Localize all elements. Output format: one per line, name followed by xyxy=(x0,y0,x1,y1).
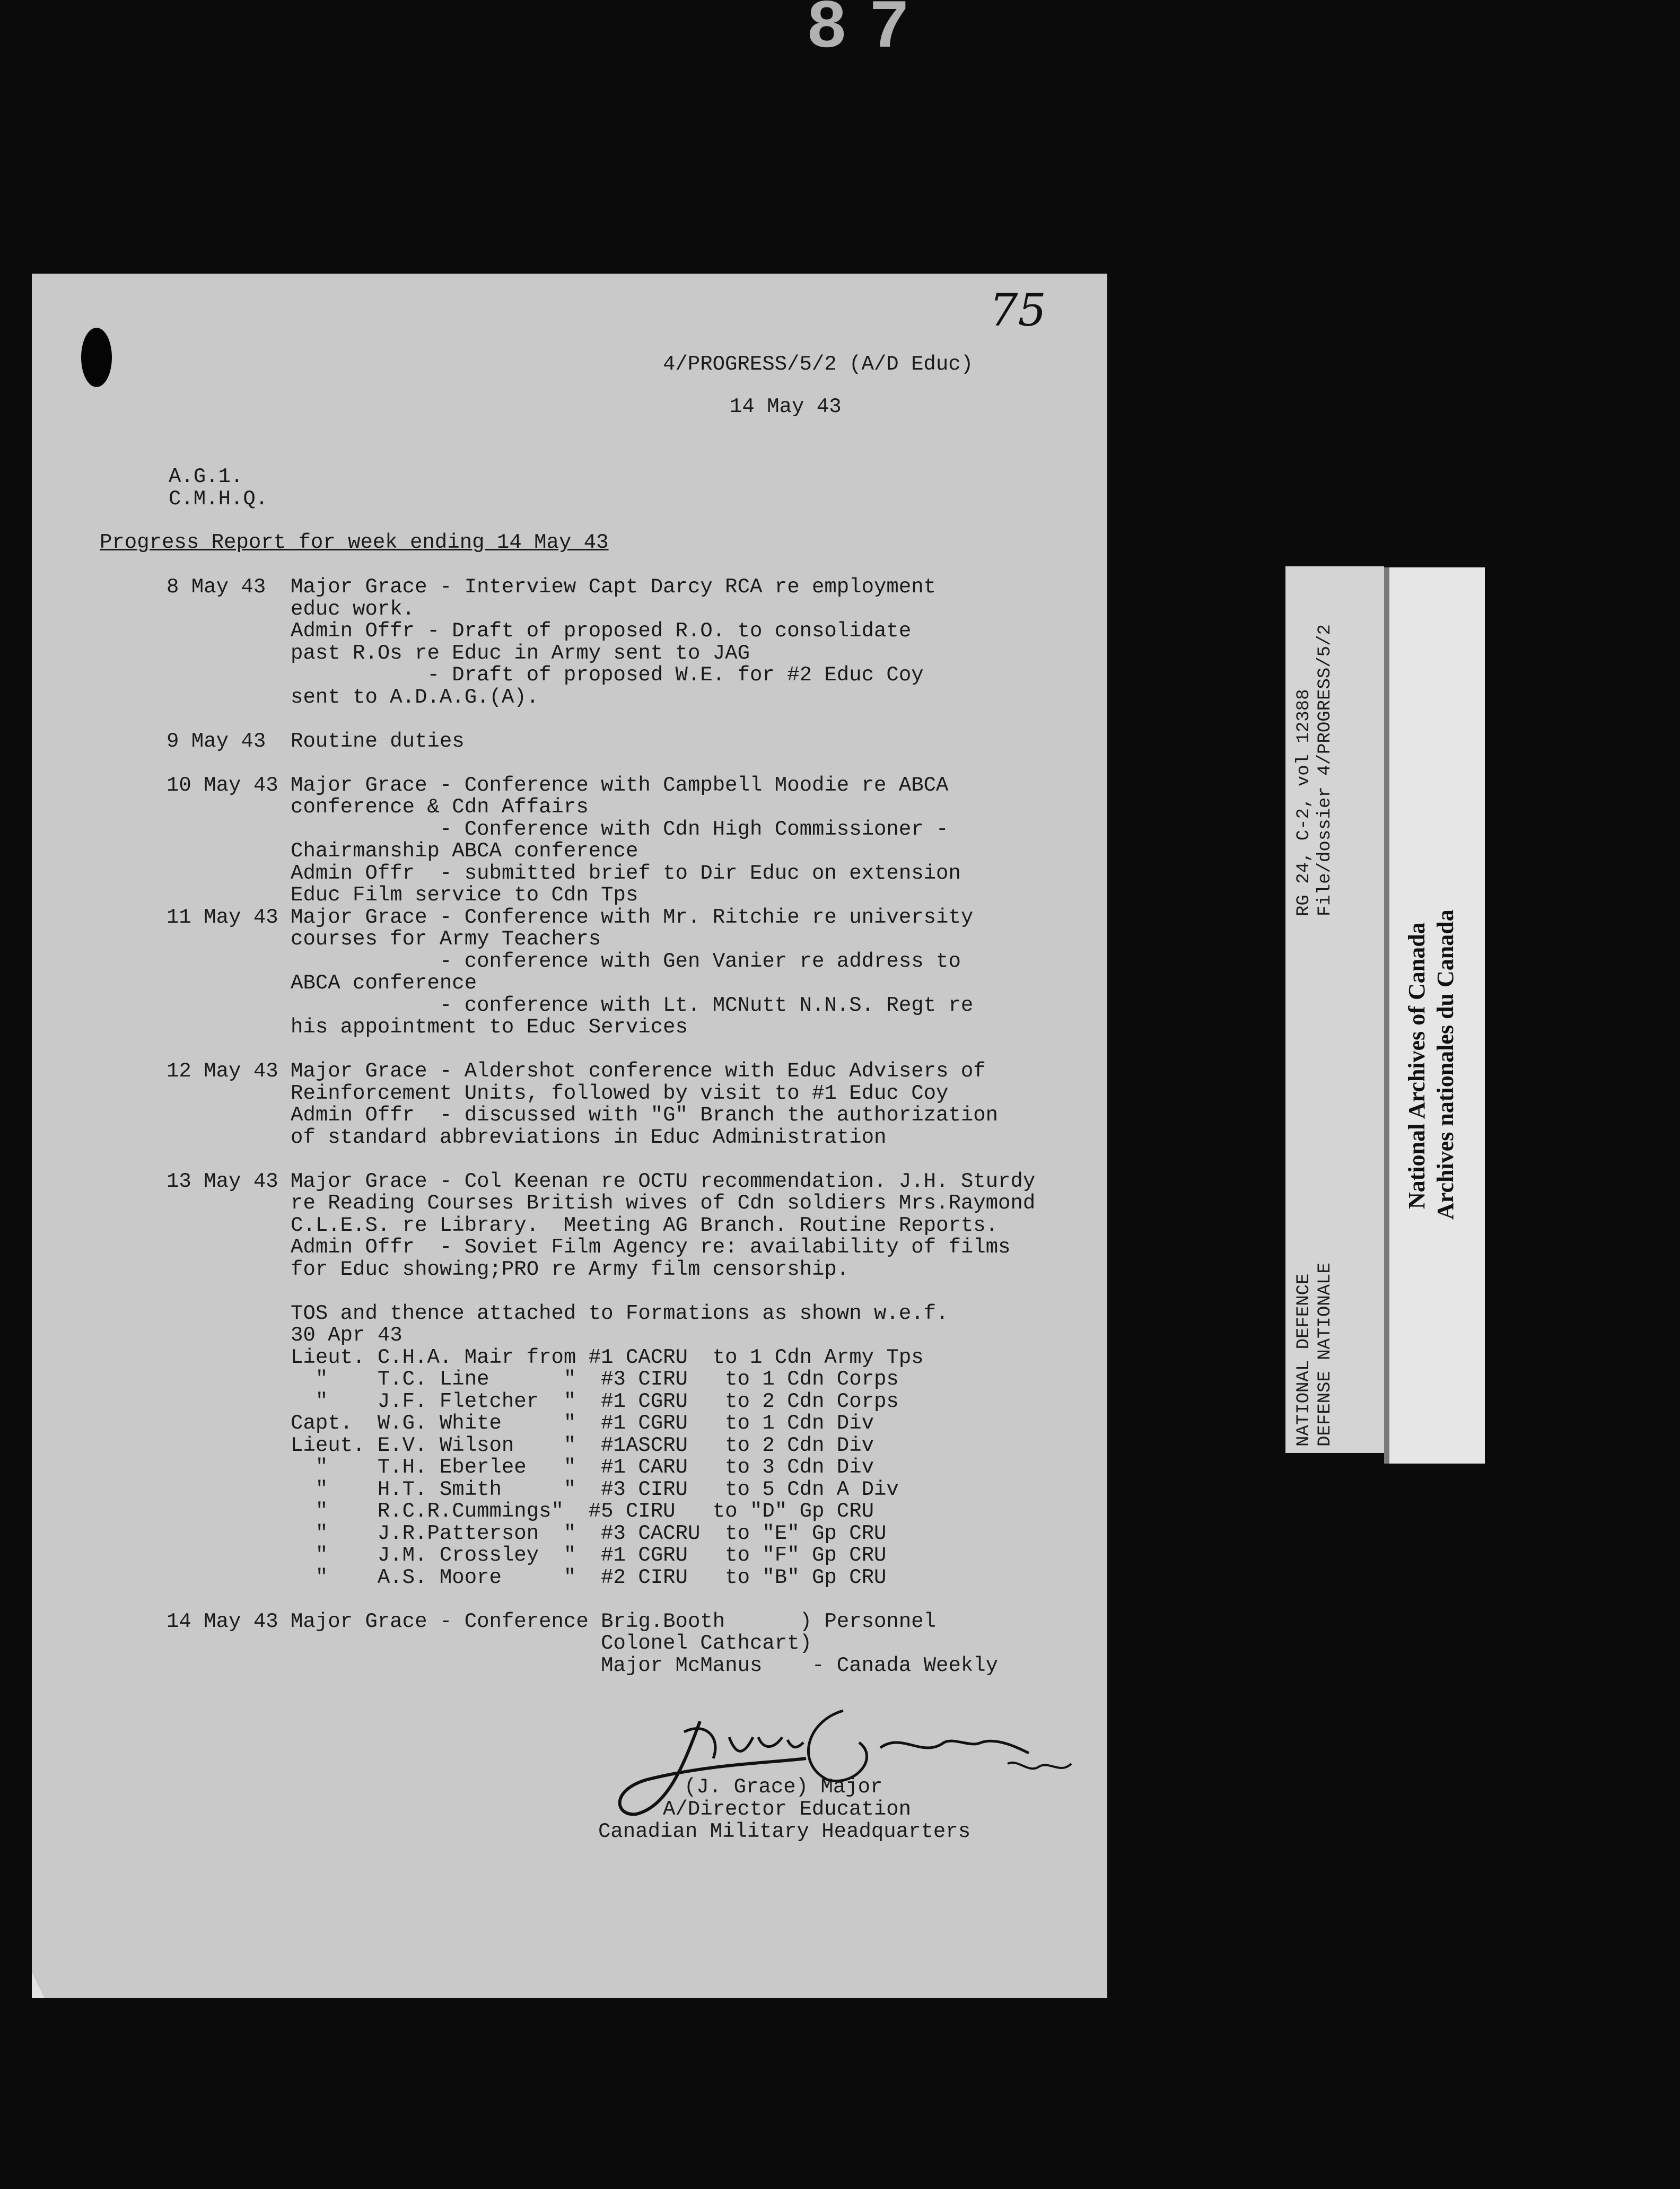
archive-reference-stamp xyxy=(1285,566,1384,1453)
report-line: Colonel Cathcart) xyxy=(167,1632,812,1655)
signature-name: (J. Grace) Major xyxy=(684,1775,883,1799)
document-date: 14 May 43 xyxy=(730,395,842,418)
addressee-line-1: A.G.1. xyxy=(169,465,243,488)
report-line: sent to A.D.A.G.(A). xyxy=(167,685,539,709)
signature-organization: Canadian Military Headquarters xyxy=(598,1820,971,1843)
report-line: re Reading Courses British wives of Cdn soldiers Mrs.Raymond xyxy=(167,1192,1036,1215)
report-line: 8 May 43 Major Grace - Interview Capt Darcy RCA re employment xyxy=(167,575,937,599)
report-line: conference & Cdn Affairs xyxy=(167,795,589,819)
report-line: 14 May 43 Major Grace - Conference Brig.Booth ) Personnel xyxy=(167,1609,937,1633)
report-line: Lieut. C.H.A. Mair from #1 CACRU to 1 Cdn Army Tps xyxy=(167,1345,924,1369)
report-line: Chairmanship ABCA conference xyxy=(167,839,638,863)
report-line: Admin Offr - discussed with "G" Branch the authorization xyxy=(167,1104,999,1127)
report-line: - Conference with Cdn High Commissioner - xyxy=(167,817,949,841)
report-line: past R.Os re Educ in Army sent to JAG xyxy=(167,641,750,665)
report-line: of standard abbreviations in Educ Administration xyxy=(167,1125,887,1149)
report-line: " J.R.Patterson " #3 CACRU to "E" Gp CRU xyxy=(167,1521,887,1545)
stamp-reference-line-2: File/dossier 4/PROGRESS/5/2 xyxy=(1315,624,1335,916)
signature-title: A/Director Education xyxy=(663,1798,912,1821)
report-line: Educ Film service to Cdn Tps xyxy=(167,883,638,907)
report-line: " T.C. Line " #3 CIRU to 1 Cdn Corps xyxy=(167,1368,899,1391)
report-line: Lieut. E.V. Wilson " #1ASCRU to 2 Cdn Div xyxy=(167,1433,874,1457)
report-line: - conference with Lt. MCNutt N.N.S. Regt re xyxy=(167,993,974,1017)
report-line: 13 May 43 Major Grace - Col Keenan re OCTU recommendation. J.H. Sturdy xyxy=(167,1169,1036,1193)
report-line: for Educ showing;PRO re Army film censorship. xyxy=(167,1257,850,1281)
report-line: ABCA conference xyxy=(167,971,477,995)
folio-number: 75 xyxy=(990,284,1046,336)
report-line: courses for Army Teachers xyxy=(167,927,601,951)
report-line: " R.C.R.Cummings" #5 CIRU to "D" Gp CRU xyxy=(167,1500,874,1523)
stamp-archives-en: National Archives of Canada xyxy=(1404,922,1430,1209)
report-line: Admin Offr - submitted brief to Dir Educ on extension xyxy=(167,861,961,885)
report-line: 30 Apr 43 xyxy=(167,1324,402,1347)
report-line: " J.M. Crossley " #1 CGRU to "F" Gp CRU xyxy=(167,1544,887,1567)
file-reference: 4/PROGRESS/5/2 (A/D Educ) xyxy=(663,353,974,376)
report-line: 10 May 43 Major Grace - Conference with Campbell Moodie re ABCA xyxy=(167,773,949,797)
addressee-line-2: C.M.H.Q. xyxy=(169,487,268,511)
stamp-department-fr: DEFENSE NATIONALE xyxy=(1315,1263,1335,1447)
page-corner-fold xyxy=(32,1973,45,1998)
stamp-department-en: NATIONAL DEFENCE xyxy=(1294,1273,1314,1447)
stamp-archives-fr: Archives nationales du Canada xyxy=(1432,909,1458,1220)
national-archives-stamp xyxy=(1384,567,1485,1464)
report-line: C.L.E.S. re Library. Meeting AG Branch. Routine Reports. xyxy=(167,1213,999,1237)
report-line: Capt. W.G. White " #1 CGRU to 1 Cdn Div xyxy=(167,1412,874,1435)
report-title: Progress Report for week ending 14 May 43 xyxy=(100,531,609,554)
report-line: 9 May 43 Routine duties xyxy=(167,729,465,753)
report-line: Reinforcement Units, followed by visit to #1 Educ Coy xyxy=(167,1081,949,1105)
report-line: Major McManus - Canada Weekly xyxy=(167,1653,999,1677)
report-line: Admin Offr - Draft of proposed R.O. to consolidate xyxy=(167,619,912,643)
report-line: " T.H. Eberlee " #1 CARU to 3 Cdn Div xyxy=(167,1456,874,1479)
report-line: 11 May 43 Major Grace - Conference with Mr. Ritchie re university xyxy=(167,905,974,929)
top-corner-mark: 87 xyxy=(806,0,932,68)
document-page xyxy=(32,274,1107,1998)
report-line: " J.F. Fletcher " #1 CGRU to 2 Cdn Corps xyxy=(167,1389,899,1413)
report-line: " H.T. Smith " #3 CIRU to 5 Cdn A Div xyxy=(167,1477,899,1501)
report-line: 12 May 43 Major Grace - Aldershot conference with Educ Advisers of xyxy=(167,1060,986,1083)
punch-hole xyxy=(81,328,112,387)
report-line: - conference with Gen Vanier re address to xyxy=(167,949,961,973)
report-line: " A.S. Moore " #2 CIRU to "B" Gp CRU xyxy=(167,1565,887,1589)
stamp-reference-line-1: RG 24, C-2, vol 12388 xyxy=(1294,689,1314,916)
report-line: his appointment to Educ Services xyxy=(167,1015,688,1039)
report-line: educ work. xyxy=(167,597,415,621)
report-line: TOS and thence attached to Formations as shown w.e.f. xyxy=(167,1301,949,1325)
report-line: Admin Offr - Soviet Film Agency re: availability of films xyxy=(167,1236,1011,1259)
report-line: - Draft of proposed W.E. for #2 Educ Coy xyxy=(167,663,924,687)
